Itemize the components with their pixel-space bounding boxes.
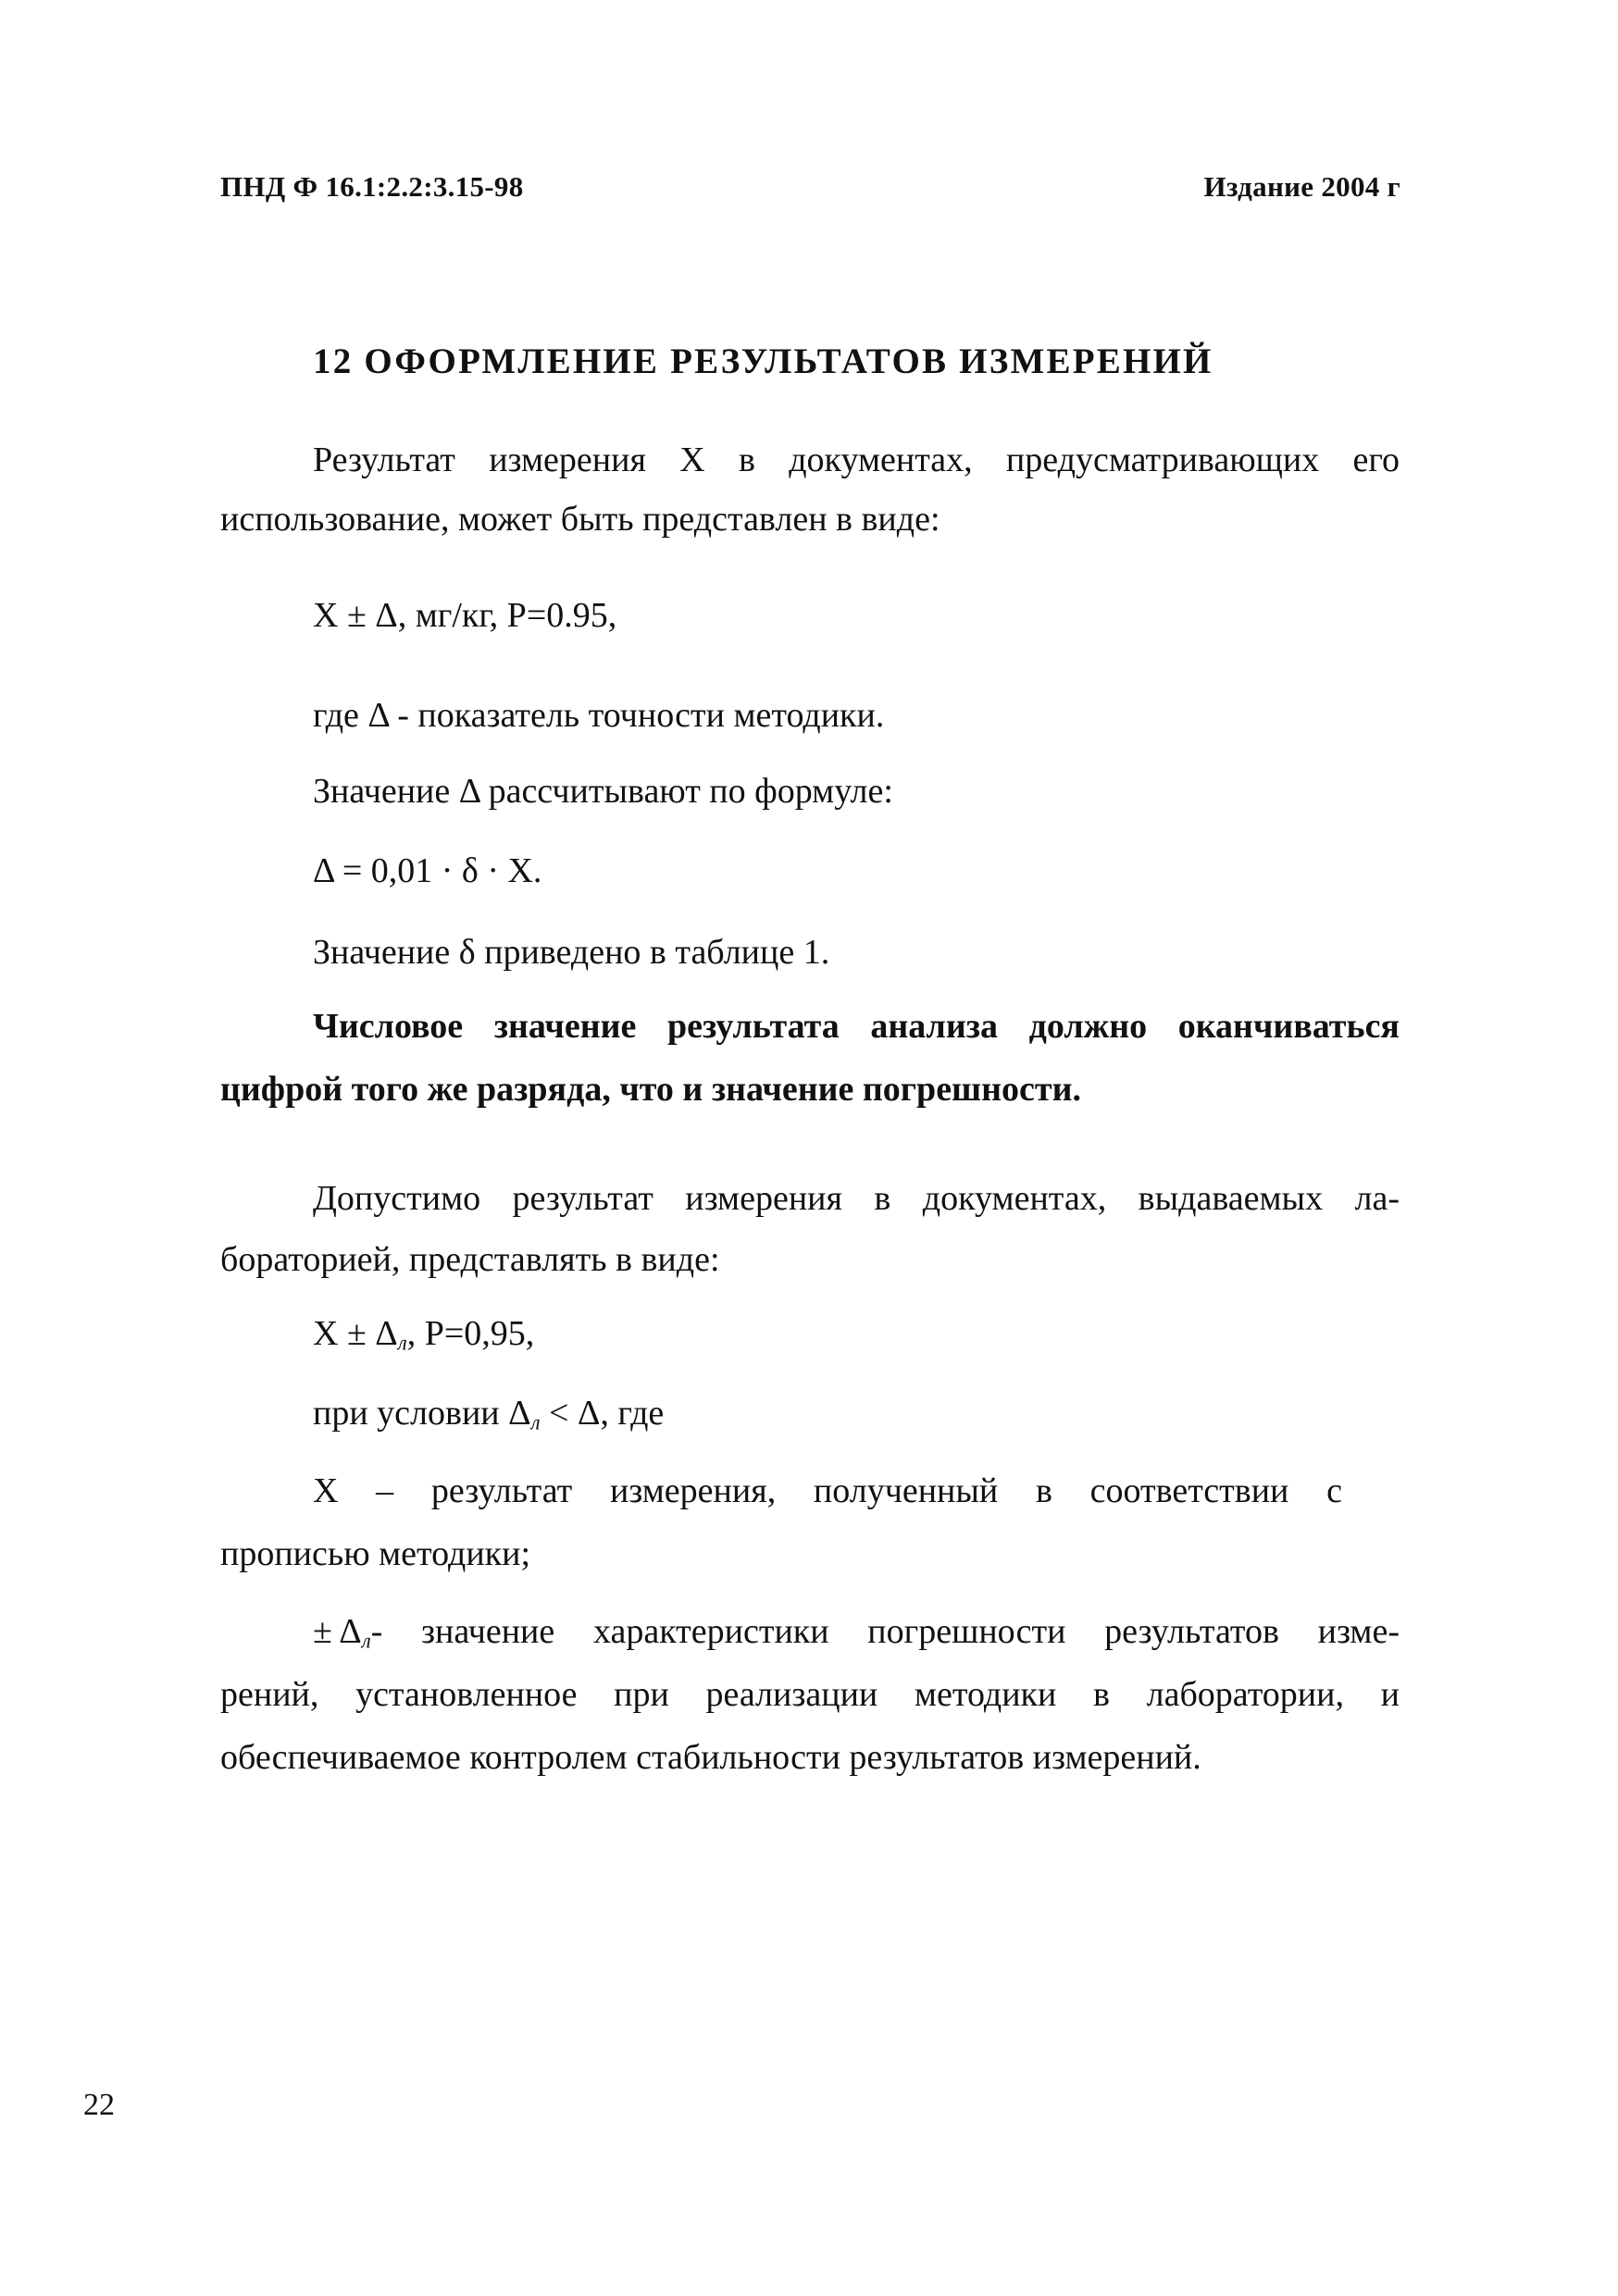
paragraph-3-line-2: бораторией, представлять в виде: [220,1240,720,1279]
paragraph-5-line-2: рений, установленное при реализации методики в лаборатории, и [220,1675,1400,1714]
formula-delta: Δ = 0,01 · δ · X. [313,851,542,890]
formula-lab-result-tail: , P=0,95, [406,1314,535,1353]
paragraph-1-line-1: Результат измерения X в документах, предусматривающих его [313,441,1400,479]
delta-calc-intro: Значение Δ рассчитывают по формуле: [313,772,893,811]
paragraph-5-line-1-text: - значение характеристики погрешности результатов изме- [370,1612,1400,1651]
condition-line [313,1396,664,1433]
formula-result: X ± Δ, мг/кг, P=0.95, [313,596,617,635]
paragraph-1-line-2: использование, может быть представлен в виде: [220,500,940,539]
page-number: 22 [83,2088,115,2122]
formula-lab-result-main: X ± Δ [313,1314,398,1353]
condition-main: при условии Δ [313,1394,531,1433]
paragraph-2-line-2: цифрой того же разряда, что и значение погрешности. [220,1070,1081,1109]
paragraph-5-subscript: л [361,1629,371,1653]
paragraph-4-line-2: прописью методики; [220,1534,531,1573]
condition-tail: < Δ, где [540,1394,665,1433]
section-title: 12 ОФОРМЛЕНИЕ РЕЗУЛЬТАТОВ ИЗМЕРЕНИЙ [313,341,1214,381]
paragraph-5-symbol-group [313,1614,371,1652]
paragraph-4-line-1: X – результат измерения, полученный в соответствии с [313,1471,1342,1510]
paragraph-5-line-3: обеспечиваемое контролем стабильности результатов измерений. [220,1738,1201,1777]
paragraph-5-symbol: ± Δ [313,1612,362,1651]
paragraph-3-line-1: Допустимо результат измерения в документах, выдаваемых ла- [313,1179,1400,1218]
edition-label: Издание 2004 г [1203,170,1400,203]
formula-lab-subscript: л [397,1331,407,1355]
document-code: ПНД Ф 16.1:2.2:3.15-98 [220,170,524,203]
delta-table-reference: Значение δ приведено в таблице 1. [313,933,830,972]
condition-subscript: л [530,1410,541,1434]
paragraph-5-line-1 [313,1614,1400,1652]
formula-lab-result [313,1316,534,1354]
paragraph-2-line-1: Числовое значение результата анализа должно оканчиваться [313,1007,1400,1046]
delta-definition: где Δ - показатель точности методики. [313,696,885,735]
